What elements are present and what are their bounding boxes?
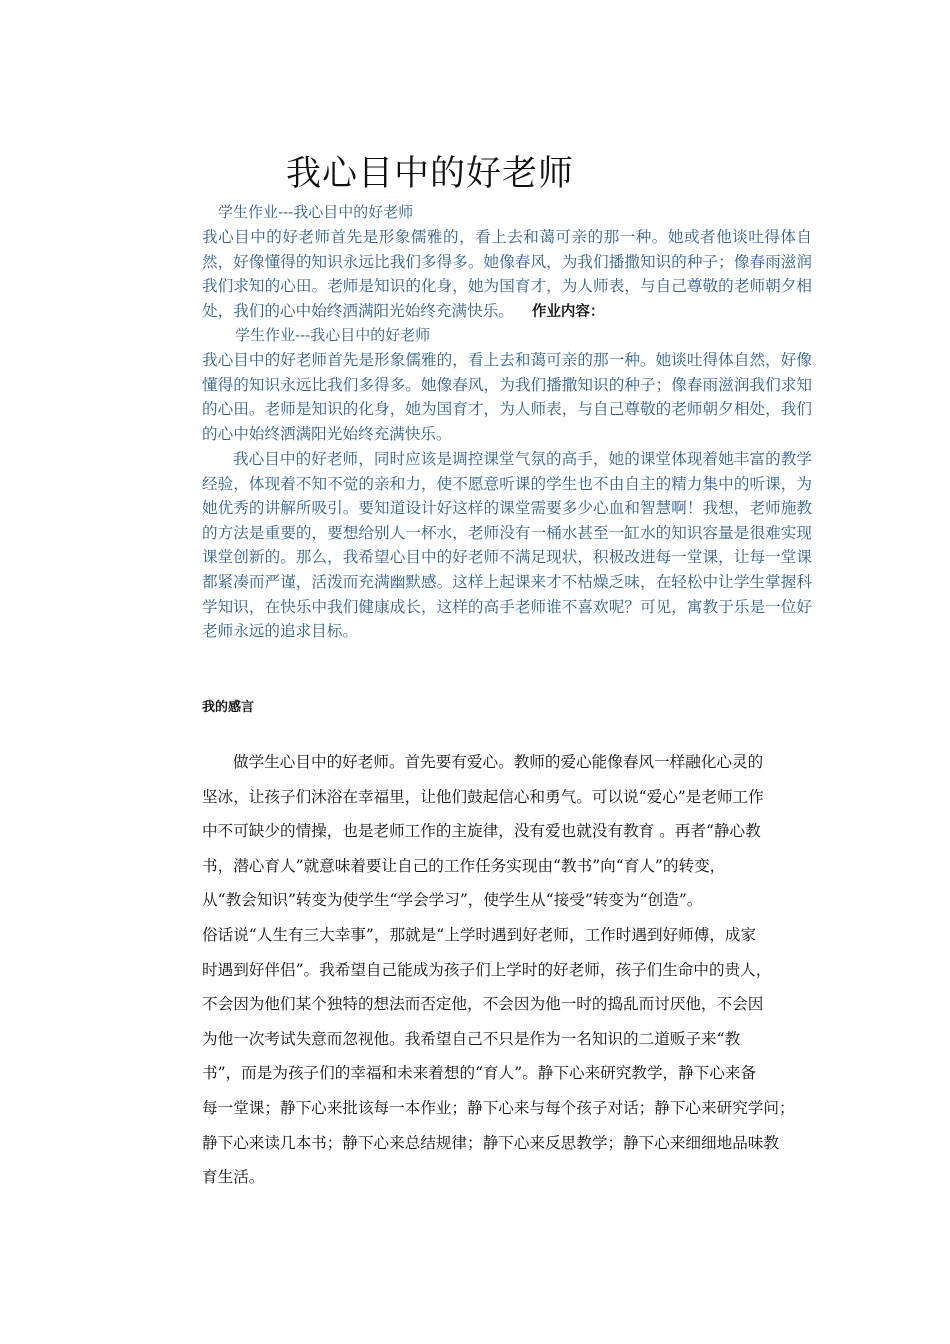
section1-subtitle: 学生作业---我心目中的好老师 [218,203,414,221]
homework-content-label: 作业内容： [531,303,605,320]
essay-line: 书，潜心育人”就意味着要让自己的工作任务实现由“教书”向“育人”的转变， [202,856,726,875]
reflection-heading: 我的感言 [202,700,255,715]
section2-paragraph-1: 我心目中的好老师首先是形象儒雅的，看上去和蔼可亲的那一种。她谈吐得体自然，好像懂得的知识永远比我们多得多。她像春风，为我们播撒知识的种子；像春雨滋润我们求知的心田。老师是知识的化身，她为国育才，为人师表，与自己尊敬的老师朝夕相处，我们的心中始终洒满阳光始终充满快乐。 [202,351,812,443]
essay-line: 中不可缺少的情操，也是老师工作的主旋律，没有爱也就没有教育 。再者“静心教 [202,822,761,841]
essay-line: 育生活。 [202,1168,265,1187]
section1-paragraph-text: 我心目中的好老师首先是形象儒雅的，看上去和蔼可亲的那一种。她或者他谈吐得体自然，好像懂得的知识永远比我们多得多。她像春风，为我们播撒知识的种子；像春雨滋润我们求知的心田。老师是知识的化身，她为国育才，为人师表，与自己尊敬的老师朝夕相处，我们的心中始终洒满阳光始终充满快乐。 [202,228,812,320]
reflection-essay [202,745,814,1195]
section2-subtitle: 学生作业---我心目中的好老师 [235,326,431,344]
essay-line: 不会因为他们某个独特的想法而否定他，不会因为他一时的捣乱而讨厌他，不会因 [202,995,764,1014]
essay-line: 做学生心目中的好老师。首先要有爱心。教师的爱心能像春风一样融化心灵的 [233,753,764,771]
essay-line: 从“教会知识”转变为使学生“学会学习”，使学生从“接受”转变为“创造”。 [202,891,703,910]
essay-line: 为他一次考试失意而忽视他。我希望自己不只是作为一名知识的二道贩子来“教 [202,1029,741,1048]
essay-line: 书”，而是为孩子们的幸福和未来着想的“育人”。静下心来研究教学，静下心来备 [202,1064,757,1083]
essay-line: 坚冰，让孩子们沐浴在幸福里，让他们鼓起信心和勇气。可以说“爱心”是老师工作 [202,787,764,806]
essay-line: 每一堂课；静下心来批该每一本作业；静下心来与每个孩子对话；静下心来研究学问； [202,1098,795,1117]
essay-line: 静下心来读几本书；静下心来总结规律；静下心来反思教学；静下心来细细地品味教 [202,1133,779,1152]
essay-line: 俗话说“人生有三大幸事”，那就是“上学时遇到好老师，工作时遇到好师傅，成家 [202,925,757,944]
essay-line: 时遇到好伴侣”。我希望自己能成为孩子们上学时的好老师，孩子们生命中的贵人， [202,960,772,979]
document-title: 我心目中的好老师 [286,154,575,194]
section1-paragraph [202,225,812,324]
section2-paragraph-2: 我心目中的好老师，同时应该是调控课堂气氛的高手，她的课堂体现着她丰富的教学经验，体现着不知不觉的亲和力，使不愿意听课的学生也不由自主的精力集中的听课，为她优秀的讲解所吸引。要知道设计好这样的课堂需要多少心血和智慧啊！我想，老师施教的方法是重要的，要想给别人一杯水，老师没有一桶水甚至一缸水的知识容量是很难实现课堂创新的。那么，我希望心目中的好老师不满足现状，积极改进每一堂课，让每一堂课都紧凑而严谨，活泼而充满幽默感。这样上起课来才不枯燥乏味，在轻松中让学生掌握科学知识，在快乐中我们健康成长，这样的高手老师谁不喜欢呢？可见，寓教于乐是一位好老师永远的追求目标。 [202,450,812,641]
